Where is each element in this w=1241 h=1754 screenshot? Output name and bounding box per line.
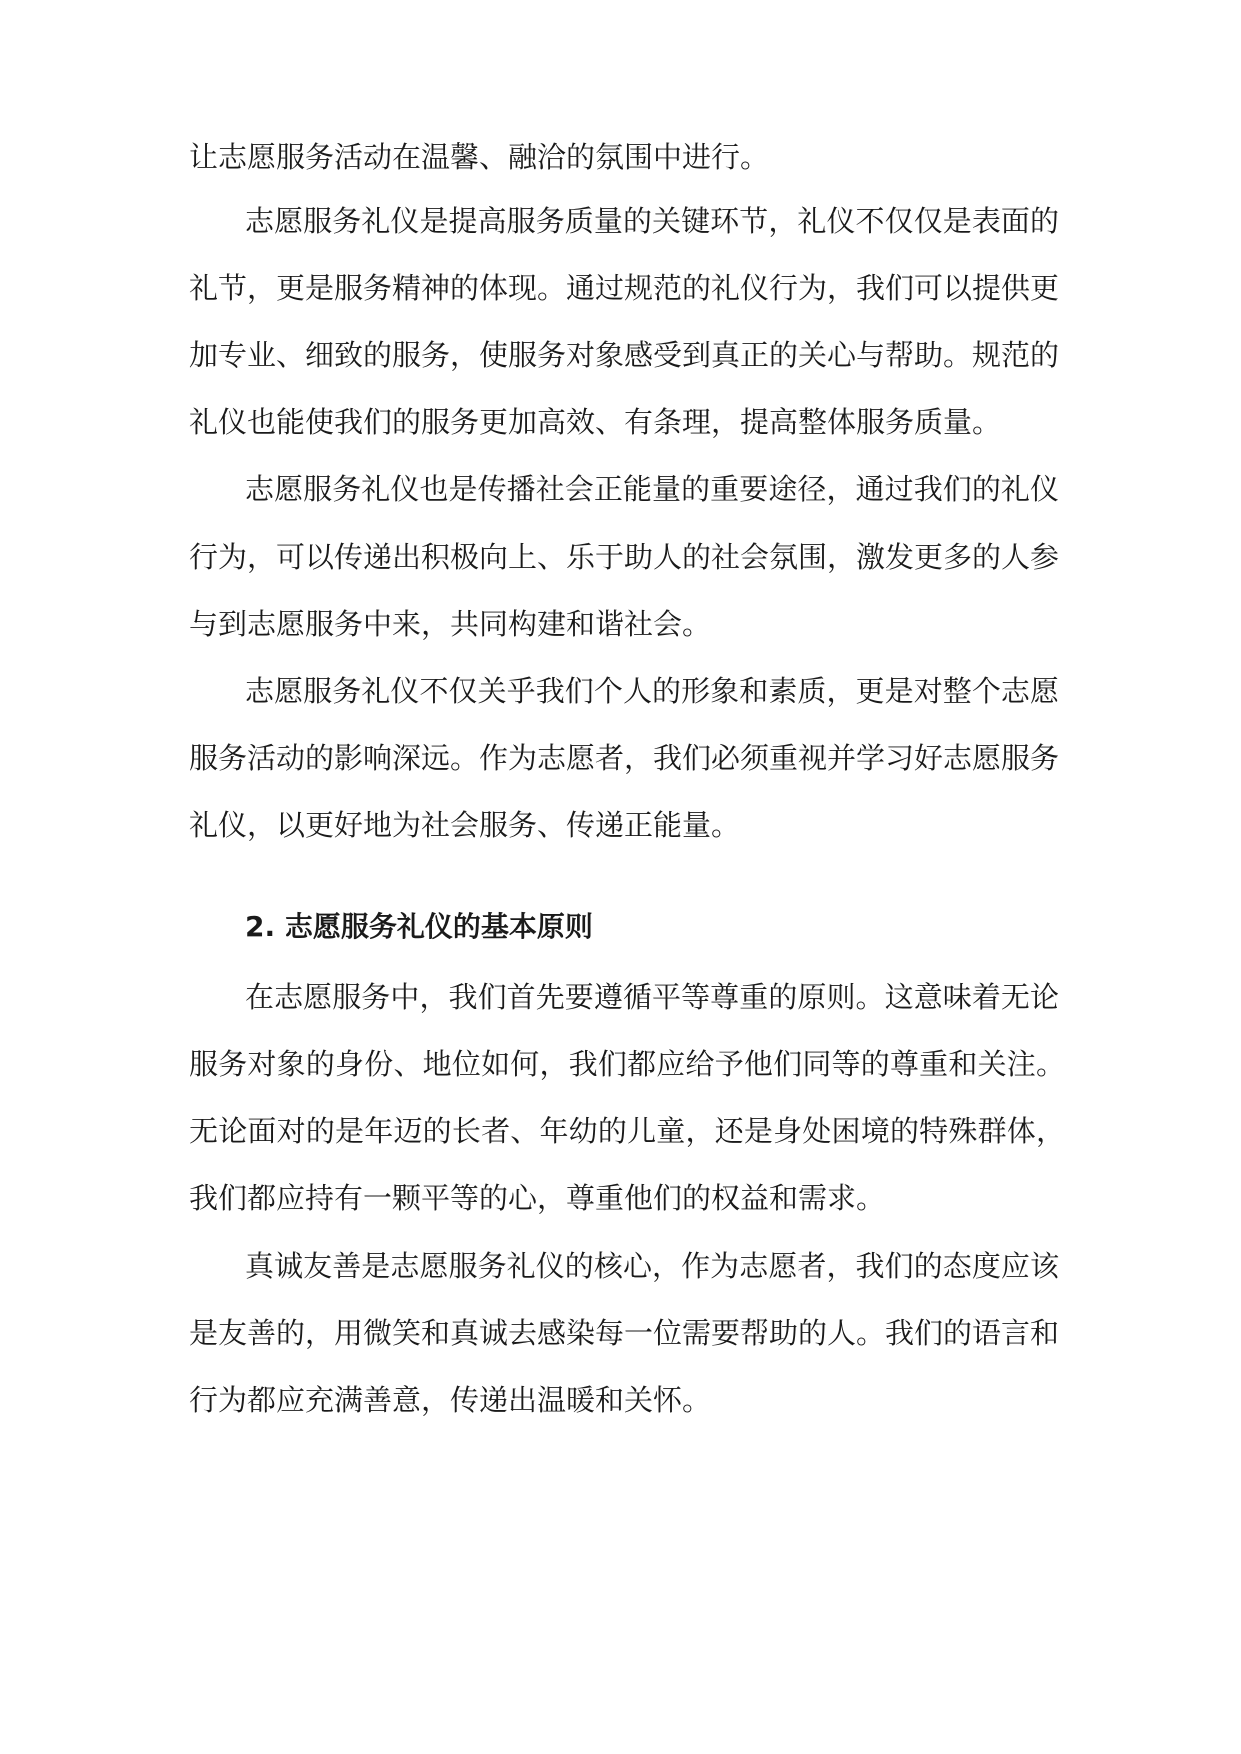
paragraph-line: 礼仪，以更好地为社会服务、传递正能量。	[189, 808, 741, 842]
paragraph-line: 志愿服务礼仪不仅关乎我们个人的形象和素质，更是对整个志愿	[245, 674, 1059, 708]
paragraph-line: 礼仪也能使我们的服务更加高效、有条理，提高整体服务质量。	[189, 405, 1002, 439]
paragraph-line: 真诚友善是志愿服务礼仪的核心，作为志愿者，我们的态度应该	[245, 1249, 1059, 1283]
paragraph-line: 志愿服务礼仪是提高服务质量的关键环节，礼仪不仅仅是表面的	[245, 204, 1059, 238]
paragraph-line: 行为都应充满善意，传递出温暖和关怀。	[189, 1383, 712, 1417]
paragraph-line: 服务活动的影响深远。作为志愿者，我们必须重视并学习好志愿服务	[189, 741, 1059, 775]
paragraph-line: 礼节，更是服务精神的体现。通过规范的礼仪行为，我们可以提供更	[189, 271, 1059, 305]
section-heading: 2. 志愿服务礼仪的基本原则	[245, 910, 593, 943]
paragraph-line: 让志愿服务活动在温馨、融洽的氛围中进行。	[189, 140, 770, 174]
paragraph-line: 行为，可以传递出积极向上、乐于助人的社会氛围，激发更多的人参	[189, 540, 1059, 574]
paragraph-line: 加专业、细致的服务，使服务对象感受到真正的关心与帮助。规范的	[189, 338, 1059, 372]
paragraph-line: 志愿服务礼仪也是传播社会正能量的重要途径，通过我们的礼仪	[245, 472, 1059, 506]
paragraph-line: 是友善的，用微笑和真诚去感染每一位需要帮助的人。我们的语言和	[189, 1316, 1059, 1350]
paragraph-line: 无论面对的是年迈的长者、年幼的儿童，还是身处困境的特殊群体，	[189, 1114, 1065, 1148]
paragraph-line: 我们都应持有一颗平等的心，尊重他们的权益和需求。	[189, 1181, 886, 1215]
paragraph-line: 与到志愿服务中来，共同构建和谐社会。	[189, 607, 712, 641]
paragraph-line: 服务对象的身份、地位如何，我们都应给予他们同等的尊重和关注。	[189, 1047, 1065, 1081]
paragraph-line: 在志愿服务中，我们首先要遵循平等尊重的原则。这意味着无论	[245, 980, 1059, 1014]
